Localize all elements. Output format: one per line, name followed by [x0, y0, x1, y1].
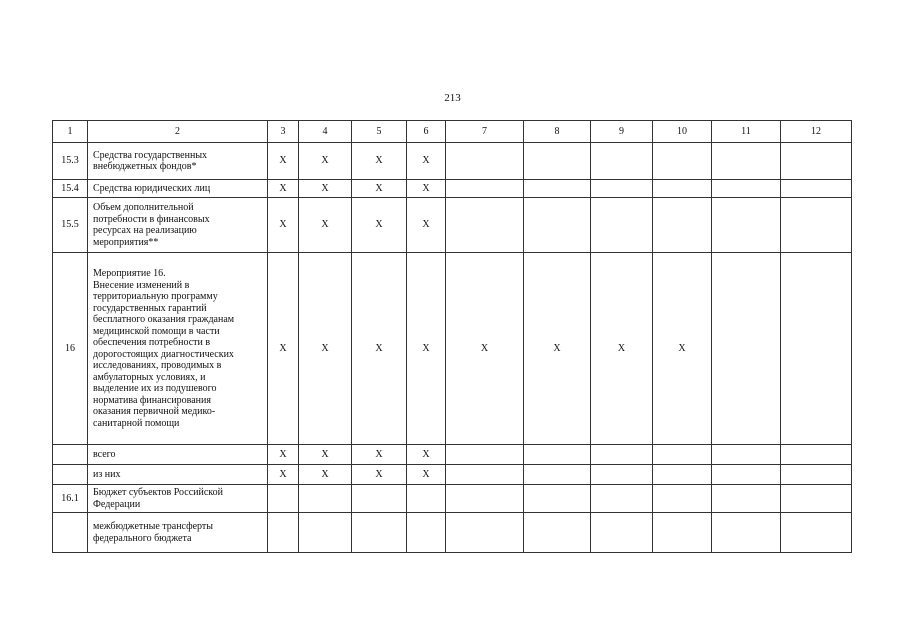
budget-table: [52, 120, 852, 553]
description-line: мероприятия**: [93, 236, 159, 248]
cell-col-3: X: [268, 180, 299, 198]
description-line: Бюджет субъектов Российской: [93, 487, 223, 498]
cell-col-6: [407, 485, 446, 513]
cell-col-9: X: [591, 253, 653, 445]
cell-col-12: [781, 513, 852, 553]
description-line: внебюджетных фондов*: [93, 161, 197, 172]
cell-col-4: X: [299, 143, 352, 180]
column-header-1: 1: [53, 121, 88, 143]
row-number: 15.3: [53, 143, 88, 180]
cell-col-8: [524, 143, 591, 180]
cell-col-3: X: [268, 253, 299, 445]
cell-col-7: [446, 445, 524, 465]
cell-col-6: X: [407, 143, 446, 180]
description-line: норматива финансирования: [93, 394, 211, 406]
table-row: [53, 180, 852, 198]
cell-col-8: X: [524, 253, 591, 445]
cell-col-10: [653, 513, 712, 553]
description-line: межбюджетные трансферты: [93, 521, 213, 532]
cell-col-3: X: [268, 445, 299, 465]
cell-col-9: [591, 445, 653, 465]
row-description: [88, 143, 268, 180]
cell-col-9: [591, 180, 653, 198]
row-number: [53, 465, 88, 485]
cell-col-8: [524, 513, 591, 553]
cell-col-12: [781, 465, 852, 485]
cell-col-9: [591, 513, 653, 553]
description-line: государственных гарантий: [93, 302, 207, 314]
description-line: всего: [93, 448, 116, 460]
cell-col-7: [446, 465, 524, 485]
column-header-3: 3: [268, 121, 299, 143]
table-row: [53, 445, 852, 465]
cell-col-11: [712, 513, 781, 553]
cell-col-5: [352, 513, 407, 553]
cell-col-9: [591, 143, 653, 180]
cell-col-6: X: [407, 253, 446, 445]
cell-col-10: X: [653, 253, 712, 445]
cell-col-7: [446, 143, 524, 180]
header-row: [53, 121, 852, 143]
row-description: [88, 513, 268, 553]
description-line: санитарной помощи: [93, 417, 180, 429]
cell-col-12: [781, 485, 852, 513]
column-header-10: 10: [653, 121, 712, 143]
cell-col-9: [591, 198, 653, 253]
cell-col-3: [268, 513, 299, 553]
cell-col-10: [653, 485, 712, 513]
cell-col-9: [591, 485, 653, 513]
description-line: медицинской помощи в части: [93, 325, 220, 337]
cell-col-6: X: [407, 445, 446, 465]
cell-col-5: X: [352, 465, 407, 485]
cell-col-11: [712, 465, 781, 485]
description-line: из них: [93, 468, 121, 480]
cell-col-11: [712, 445, 781, 465]
cell-col-11: [712, 253, 781, 445]
cell-col-8: [524, 180, 591, 198]
cell-col-5: X: [352, 198, 407, 253]
cell-col-11: [712, 180, 781, 198]
description-line: Средства юридических лиц: [93, 182, 211, 194]
column-header-8: 8: [524, 121, 591, 143]
cell-col-3: X: [268, 465, 299, 485]
table-row: [53, 253, 852, 445]
table-row: [53, 143, 852, 180]
description-line: выделение их из подушевого: [93, 383, 217, 394]
cell-col-11: [712, 198, 781, 253]
description-line: Средства государственных: [93, 149, 208, 161]
cell-col-6: [407, 513, 446, 553]
cell-col-7: [446, 485, 524, 513]
row-description: [88, 445, 268, 465]
description-line: территориальную программу: [93, 291, 218, 302]
cell-col-8: [524, 198, 591, 253]
cell-col-8: [524, 485, 591, 513]
cell-col-4: [299, 485, 352, 513]
description-line: оказания первичной медико-: [93, 406, 216, 417]
cell-col-8: [524, 445, 591, 465]
table-body: [53, 121, 852, 553]
column-header-4: 4: [299, 121, 352, 143]
cell-col-6: X: [407, 465, 446, 485]
cell-col-6: X: [407, 180, 446, 198]
cell-col-4: [299, 513, 352, 553]
cell-col-12: [781, 198, 852, 253]
cell-col-11: [712, 485, 781, 513]
cell-col-4: X: [299, 465, 352, 485]
page-number: 213: [444, 92, 461, 104]
row-description: [88, 485, 268, 513]
cell-col-9: [591, 465, 653, 485]
column-header-11: 11: [712, 121, 781, 143]
column-header-6: 6: [407, 121, 446, 143]
description-line: Мероприятие 16.: [93, 268, 166, 279]
description-line: исследованиях, проводимых в: [93, 360, 222, 371]
description-line: ресурсах на реализацию: [93, 225, 197, 236]
cell-col-3: [268, 485, 299, 513]
cell-col-12: [781, 143, 852, 180]
column-header-2: 2: [88, 121, 268, 143]
cell-col-10: [653, 465, 712, 485]
cell-col-6: X: [407, 198, 446, 253]
cell-col-7: [446, 180, 524, 198]
cell-col-5: X: [352, 445, 407, 465]
row-number: 16: [53, 253, 88, 445]
cell-col-7: [446, 513, 524, 553]
description-line: бесплатного оказания гражданам: [93, 314, 235, 325]
row-description: [88, 180, 268, 198]
cell-col-10: [653, 180, 712, 198]
cell-col-4: X: [299, 198, 352, 253]
table-row: [53, 485, 852, 513]
row-number: 15.4: [53, 180, 88, 198]
cell-col-7: [446, 198, 524, 253]
table-row: [53, 198, 852, 253]
column-header-5: 5: [352, 121, 407, 143]
table-row: [53, 465, 852, 485]
row-description: [88, 253, 268, 445]
description-line: дорогостоящих диагностических: [93, 348, 234, 360]
row-description: [88, 465, 268, 485]
cell-col-3: X: [268, 143, 299, 180]
row-number: [53, 513, 88, 553]
cell-col-5: X: [352, 143, 407, 180]
cell-col-5: X: [352, 180, 407, 198]
table-row: [53, 513, 852, 553]
cell-col-5: X: [352, 253, 407, 445]
description-line: обеспечения потребности в: [93, 337, 211, 348]
column-header-7: 7: [446, 121, 524, 143]
cell-col-10: [653, 143, 712, 180]
cell-col-5: [352, 485, 407, 513]
row-number: [53, 445, 88, 465]
description-line: Внесение изменений в: [93, 279, 190, 291]
cell-col-8: [524, 465, 591, 485]
cell-col-3: X: [268, 198, 299, 253]
cell-col-10: [653, 198, 712, 253]
cell-col-4: X: [299, 180, 352, 198]
cell-col-11: [712, 143, 781, 180]
cell-col-4: X: [299, 253, 352, 445]
description-line: амбулаторных условиях, и: [93, 371, 206, 383]
row-number: 15.5: [53, 198, 88, 253]
cell-col-7: X: [446, 253, 524, 445]
cell-col-12: [781, 253, 852, 445]
column-header-9: 9: [591, 121, 653, 143]
description-line: Федерации: [93, 498, 141, 510]
description-line: Объем дополнительной: [93, 202, 194, 213]
row-number: 16.1: [53, 485, 88, 513]
cell-col-4: X: [299, 445, 352, 465]
cell-col-12: [781, 180, 852, 198]
description-line: потребности в финансовых: [93, 213, 210, 225]
column-header-12: 12: [781, 121, 852, 143]
description-line: федерального бюджета: [93, 532, 192, 544]
cell-col-10: [653, 445, 712, 465]
row-description: [88, 198, 268, 253]
cell-col-12: [781, 445, 852, 465]
